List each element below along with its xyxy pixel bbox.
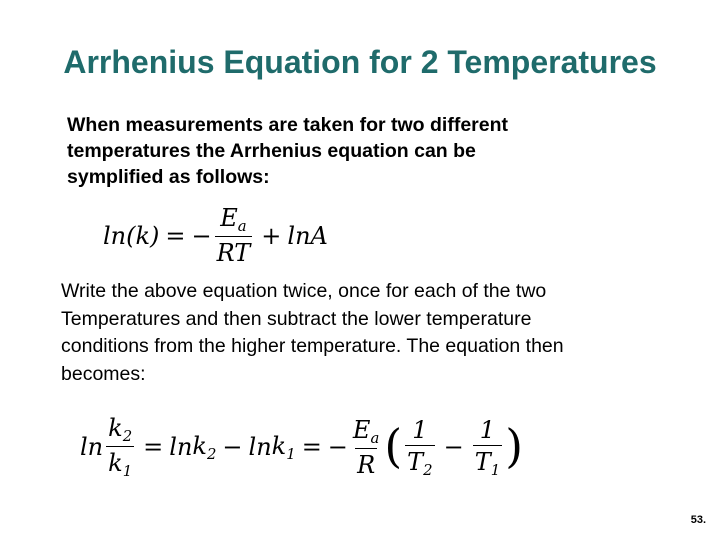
eq2-equals-2: = <box>301 433 322 462</box>
eq2-k2-num-sub: 2 <box>122 427 133 446</box>
inverse-t2-fraction <box>405 416 434 479</box>
eq-rt: RT <box>215 236 253 267</box>
eq2-k1-den: k <box>108 449 123 478</box>
eq2-one-b: 1 <box>479 415 496 444</box>
eq2-k2-num: k <box>108 414 123 442</box>
body-line: conditions from the higher temperature. The equation then <box>61 335 564 357</box>
eq2-ea-sub: a <box>370 428 380 447</box>
eq-lhs: ln(k) <box>103 221 160 250</box>
body-line: Write the above equation twice, once for each of the two <box>61 280 547 302</box>
eq2-k1-den-sub: 1 <box>122 462 133 481</box>
eq2-one-a: 1 <box>412 415 428 444</box>
eq-plus: + <box>261 221 282 250</box>
eq-rhs: lnA <box>287 221 328 250</box>
eq-minus: − <box>191 221 212 250</box>
arrhenius-equation <box>103 204 328 267</box>
eq2-k1-sub: 1 <box>286 444 296 463</box>
page-number: 53. <box>690 514 706 526</box>
eq2-right-paren: ) <box>505 420 523 474</box>
eq2-minus-3: − <box>443 433 464 462</box>
intro-line: When measurements are taken for two different <box>67 114 509 136</box>
intro-line: temperatures the Arrhenius equation can be <box>67 140 476 162</box>
eq2-t2-sub: 2 <box>423 460 433 479</box>
eq-ea: E <box>220 204 238 232</box>
eq2-equals-1: = <box>143 433 164 462</box>
eq2-ln-2: ln <box>169 433 193 462</box>
ea-over-r-fraction <box>351 416 381 479</box>
intro-line: symplified as follows: <box>67 166 270 188</box>
intro-text <box>67 112 667 190</box>
activation-energy-fraction <box>215 204 253 267</box>
eq2-ln: ln <box>80 433 104 462</box>
slide-title: Arrhenius Equation for 2 Temperatures <box>63 44 657 80</box>
body-text <box>61 278 701 388</box>
eq2-ea: E <box>352 415 371 444</box>
rate-ratio-fraction <box>106 414 134 480</box>
eq2-left-paren: ( <box>384 420 403 474</box>
eq2-r: R <box>355 448 377 479</box>
eq2-t1-sub: 1 <box>490 460 501 479</box>
eq2-t1: T <box>474 447 491 476</box>
body-line: becomes: <box>61 362 146 385</box>
eq2-ln-3: ln <box>248 433 272 462</box>
inverse-t1-fraction <box>473 416 502 479</box>
eq-ea-sub: a <box>237 217 247 236</box>
two-temperature-equation <box>80 414 523 480</box>
eq2-k2: k <box>192 431 207 460</box>
eq2-minus-2: − <box>327 433 348 462</box>
eq2-k1: k <box>271 431 287 460</box>
eq2-t2: T <box>407 447 424 476</box>
eq2-minus-1: − <box>222 433 243 462</box>
eq-equals: = <box>165 221 186 250</box>
body-line: Temperatures and then subtract the lower temperature <box>61 307 532 330</box>
eq2-k2-sub: 2 <box>206 444 217 463</box>
